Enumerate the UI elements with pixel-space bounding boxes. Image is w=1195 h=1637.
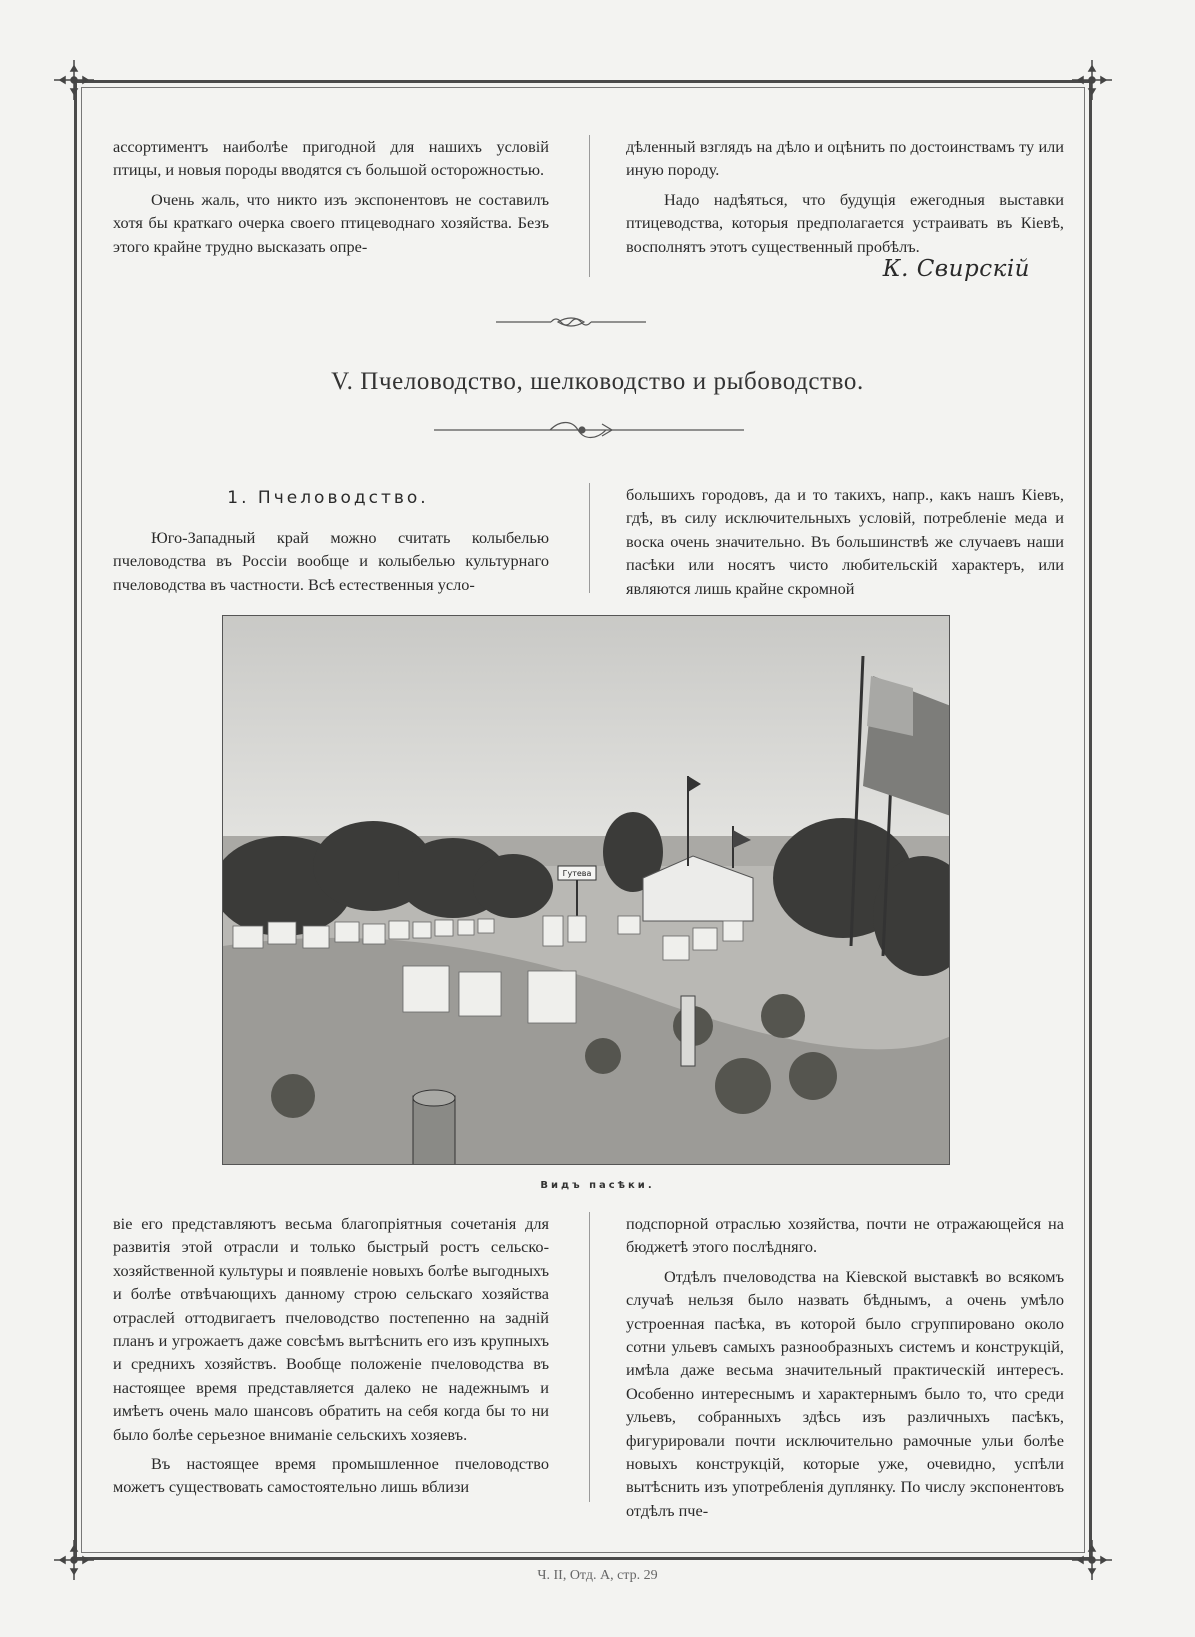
ornamental-rule <box>496 312 646 332</box>
author-signature: К. Свирскій <box>882 256 1030 282</box>
sign-board-text: Гутева <box>562 869 592 878</box>
paragraph: большихъ городовъ, да и то такихъ, напр., какъ нашъ Кіевъ, гдѣ, въ силу исключительныхъ условій, потребленіе меда и воска очень значительно. Въ большинствѣ же случаевъ наши пасѣки или носятъ чисто любительскій характеръ, или являются лишь крайне скромной <box>626 485 1064 598</box>
top-left-column <box>113 135 549 258</box>
paragraph: Юго-Западный край можно считать колыбелью пчеловодства въ Россіи вообще и колыбелью культурнаго пчеловодства въ частности. Всѣ естественныя усло- <box>113 528 549 594</box>
bottom-left-column <box>113 1212 549 1499</box>
corner-ornament-top-left <box>54 60 94 100</box>
column-divider <box>589 1212 590 1502</box>
paragraph: Надо надѣяться, что будущія ежегодныя выставки птицеводства, которыя предполагается устраивать въ Кіевѣ, восполнятъ этотъ существенный пробѣлъ. <box>626 189 1064 256</box>
section-title: V. Пчеловодство, шелководство и рыбоводство. <box>331 368 864 395</box>
top-right-column <box>626 135 1064 258</box>
corner-ornament-top-right <box>1072 60 1112 100</box>
middle-left-column <box>113 526 549 596</box>
page-footer: Ч. II, Отд. А, стр. 29 <box>537 1568 658 1583</box>
subsection-title: 1. Пчеловодство. <box>227 488 429 508</box>
paragraph: Въ настоящее время промышленное пчеловодство можетъ существовать самостоятельно лишь вблизи <box>113 1454 549 1497</box>
middle-right-column <box>626 483 1064 600</box>
paragraph: Очень жаль, что никто изъ экспонентовъ не составилъ хотя бы краткаго очерка своего птицеводнаго хозяйства. Безъ этого крайне трудно высказать опре- <box>113 189 549 256</box>
paragraph: подспорной отраслью хозяйства, почти не отражающейся на бюджетѣ этого послѣдняго. <box>626 1214 1064 1257</box>
paragraph: Отдѣлъ пчеловодства на Кіевской выставкѣ во всякомъ случаѣ нельзя было назвать бѣднымъ, а очень умѣло устроенная пасѣка, въ которой было сгруппировано около сотни ульевъ самыхъ разнообразныхъ системъ и конструкцій, имѣла даже весьма значительный практическій интересъ. Особенно интереснымъ и характернымъ было то, что среди ульевъ, собранныхъ здѣсь изъ различныхъ пасѣкъ, фигурировали почти исключительно рамочные ульи болѣе новыхъ конструкцій, которые уже, очевидно, успѣли вытѣснить изъ употребленія дуплянку. По числу экспонентовъ отдѣлъ пче- <box>626 1266 1064 1520</box>
ornamental-rule <box>434 418 744 442</box>
column-divider <box>589 483 590 593</box>
paragraph: віе его представляютъ весьма благопріятныя сочетанія для развитія этой отрасли и только быстрый ростъ сельско-хозяйственной культуры и появленіе новыхъ болѣе выгодныхъ и болѣе отвѣчающихъ данному строю сельскаго хозяйства отраслей оттодвигаетъ пчеловодство постепенно на задній планъ и угрожаетъ даже совсѣмъ вытѣснить его изъ крупныхъ и среднихъ хозяйствъ. Вообще положеніе пчеловодства въ настоящее время представляется далеко не надежнымъ и имѣетъ очень мало шансовъ обратить на себя когда бы то ни было болѣе серьезное вниманіе сельскихъ хозяевъ. <box>113 1214 549 1444</box>
paragraph: дѣленный взглядъ на дѣло и оцѣнить по достоинствамъ ту или иную породу. <box>626 137 1064 180</box>
photo-caption: Видъ пасѣки. <box>540 1180 655 1191</box>
apiary-photo <box>222 615 950 1165</box>
column-divider <box>589 135 590 277</box>
bottom-right-column <box>626 1212 1064 1522</box>
paragraph: ассортиментъ наиболѣе пригодной для нашихъ условій птицы, и новыя породы вводятся съ большой осторожностью. <box>113 137 549 180</box>
